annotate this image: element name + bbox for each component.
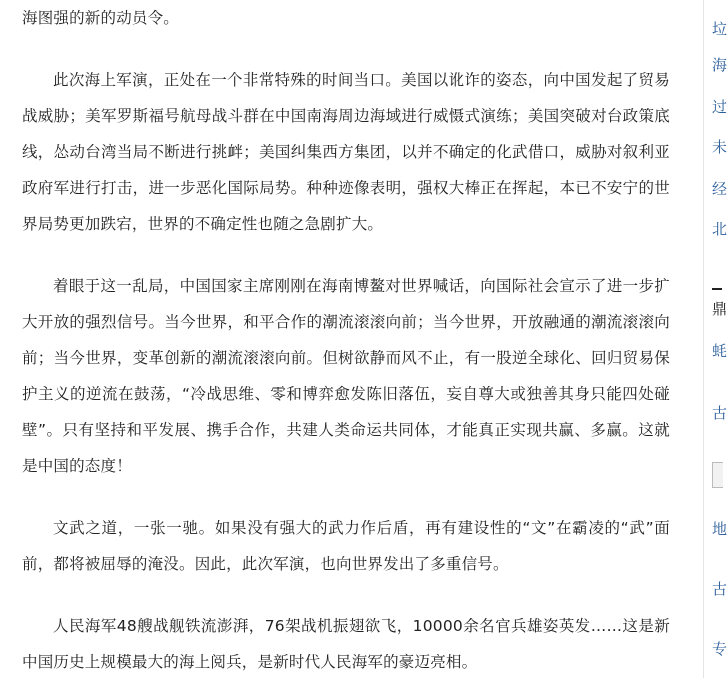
sidebar-column (712, 0, 727, 678)
sidebar-link[interactable]: 过 (712, 98, 727, 116)
sidebar-link[interactable]: 垃 (712, 20, 727, 38)
article-paragraph: 海图强的新的动员令。 (22, 9, 180, 27)
sidebar-thumbnail[interactable] (712, 462, 723, 488)
sidebar-link[interactable]: 古 (712, 404, 727, 422)
sidebar-heading: 鼎 (712, 300, 727, 318)
sidebar-link[interactable]: 经 (712, 180, 727, 198)
column-divider (703, 0, 704, 678)
article-paragraph: 着眼于这一乱局，中国国家主席刚刚在海南博鳌对世界喊话，向国际社会宣示了进一步扩大开放的强烈信号。当今世界，和平合作的潮流滚滚向前；当今世界，开放融通的潮流滚滚向前；当今世界，变革创新的潮流滚滚向前。但树欲静而风不止，有一股逆全球化、回归贸易保护主义的逆流在鼓荡，“冷战思维、零和博弈愈发陈旧落伍，妄自尊大或独善其身只能四处碰壁”。只有坚持和平发展、携手合作，共建人类命运共同体，才能真正实现共赢、多赢。这就是中国的态度！ (22, 277, 670, 475)
article-body (22, 0, 670, 680)
sidebar-link[interactable]: 地 (712, 520, 727, 538)
sidebar-link[interactable]: 北 (712, 220, 727, 238)
article-paragraph: 人民海军48艘战舰铁流澎湃，76架战机振翅欲飞，10000余名官兵雄姿英发……这是新中国历史上规模最大的海上阅兵，是新时代人民海军的豪迈亮相。 (22, 617, 670, 671)
section-rule (712, 288, 722, 290)
sidebar-link[interactable]: 未 (712, 138, 727, 156)
sidebar-link[interactable]: 海 (712, 56, 727, 74)
article-paragraph: 文武之道，一张一驰。如果没有强大的武力作后盾，再有建设性的“文”在霸凌的“武”面前，都将被屈辱的淹没。因此，此次军演，也向世界发出了多重信号。 (22, 519, 670, 573)
sidebar-link[interactable]: 古 (712, 580, 727, 598)
sidebar-link[interactable]: 蚝 (712, 342, 727, 360)
article-paragraph: 此次海上军演，正处在一个非常特殊的时间当口。美国以讹诈的姿态，向中国发起了贸易战威胁；美军罗斯福号航母战斗群在中国南海周边海域进行威慑式演练；美国突破对台政策底线，怂动台湾当局不断进行挑衅；美国纠集西方集团，以并不确定的化武借口，威胁对叙利亚政府军进行打击，进一步恶化国际局势。种种迹像表明，强权大棒正在挥起，本已不安宁的世界局势更加跌宕，世界的不确定性也随之急剧扩大。 (22, 71, 670, 233)
sidebar-link[interactable]: 专 (712, 640, 727, 658)
